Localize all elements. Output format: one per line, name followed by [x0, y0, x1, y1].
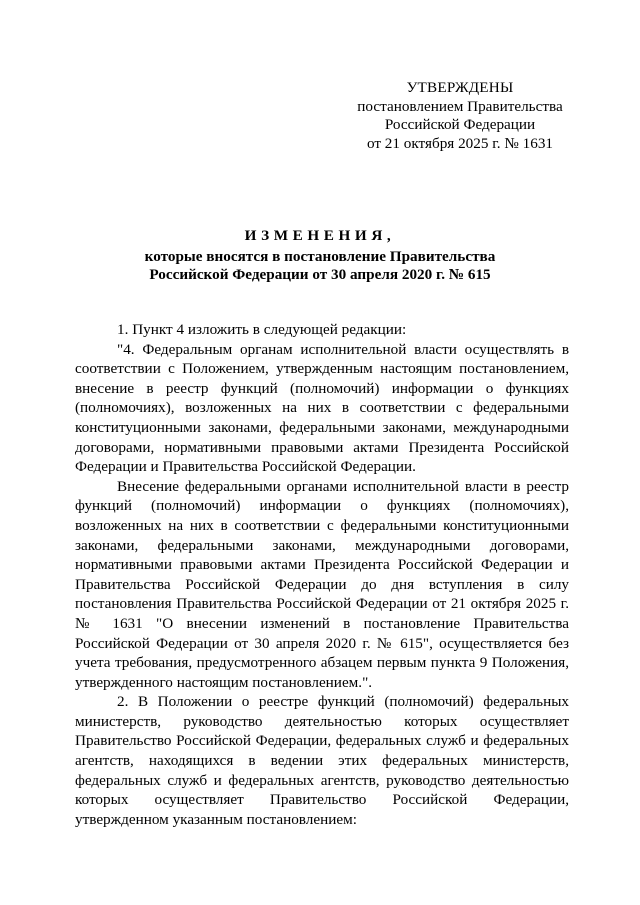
document-subtitle-line-2: Российской Федерации от 30 апреля 2020 г. № 615 — [149, 266, 491, 284]
approval-block — [340, 79, 580, 153]
paragraph-4: 2. В Положении о реестре функций (полномочий) федеральных министерств, руководство деятельностью которых осуществляет Правительство Российской Федерации, федеральных служб и федеральных агентств, находящихся в ведении этих федеральных министерств, федеральных служб и федеральных агентств, руководство деятельностью которых осуществляет Правительство Российской Федерации, утвержденном указанным постановлением: — [75, 693, 569, 828]
document-body — [75, 320, 569, 829]
document-title: ИЗМЕНЕНИЯ, — [244, 227, 396, 244]
paragraph-1: 1. Пункт 4 изложить в следующей редакции: — [117, 321, 407, 338]
document-heading — [60, 227, 580, 285]
approval-title: УТВЕРЖДЕНЫ — [406, 79, 514, 96]
approval-line-3: от 21 октября 2025 г. № 1631 — [366, 134, 554, 152]
approval-line-1: постановлением Правительства — [357, 97, 563, 115]
approval-line-2: Российской Федерации — [384, 116, 536, 134]
paragraph-3: Внесение федеральными органами исполнительной власти в реестр функций (полномочий) информации о функциях (полномочиях), возложенных на них в соответствии с федеральными конституционными законами, федеральными законами, международными договорами, нормативными правовыми актами Президента Российской Федерации и Правительства Российской Федерации до дня вступления в силу постановления Правительства Российской Федерации от 21 октября 2025 г. № 1631 "О внесении изменений в постановление Правительства Российской Федерации от 30 апреля 2020 г. № 615", осуществляется без учета требования, предусмотренного абзацем первым пункта 9 Положения, утвержденного настоящим постановлением.". — [75, 477, 569, 691]
paragraph-2: "4. Федеральным органам исполнительной власти осуществлять в соответствии с Положением, утвержденным настоящим постановлением, внесение в реестр функций (полномочий) информации о функциях (полномочиях), возложенных на них в соответствии с федеральными конституционными законами, федеральными законами, международными договорами, нормативными правовыми актами Президента Российской Федерации и Правительства Российской Федерации. — [75, 340, 569, 476]
document-subtitle-line-1: которые вносятся в постановление Правительства — [144, 247, 496, 265]
